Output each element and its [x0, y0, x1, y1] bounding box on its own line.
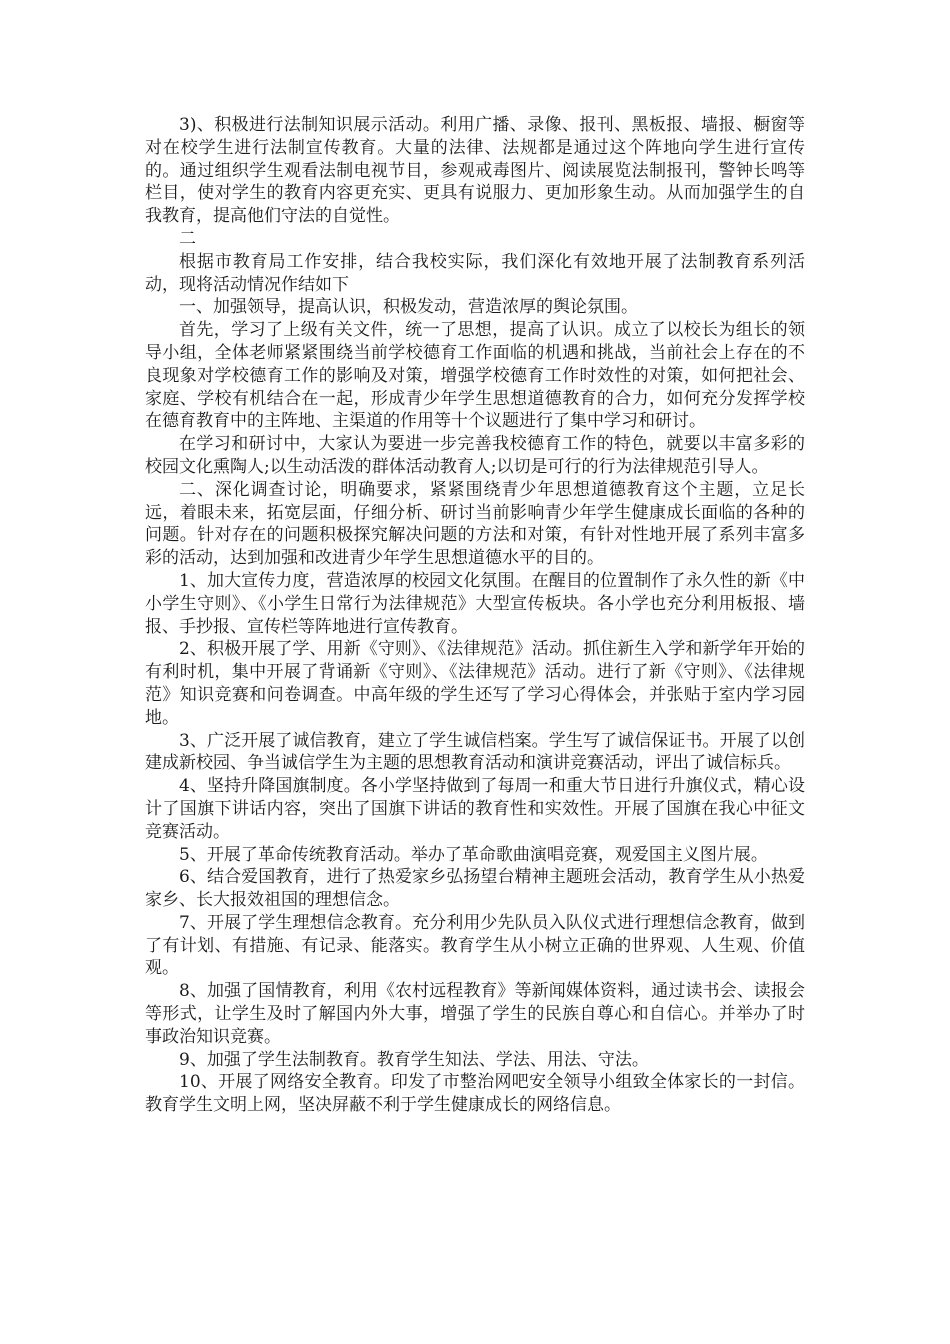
heading-deepen-investigation: 二、深化调查讨论，明确要求，紧紧围绕青少年思想道德教育这个主题，立足长远，着眼未来，拓宽层面，仔细分析、研讨当前影响青少年学生健康成长面临的各种的问题。针对存在的问题积极探究解决问题的方法和对策，有针对性地开展了系列丰富多彩的活动，达到加强和改进青少年学生思想道德水平的目的。: [145, 479, 805, 569]
list-item-4: 4、坚持升降国旗制度。各小学坚持做到了每周一和重大节日进行升旗仪式，精心设计了国旗下讲话内容，突出了国旗下讲话的教育性和实效性。开展了国旗在我心中征文竞赛活动。: [145, 776, 805, 842]
list-item-7: 7、开展了学生理想信念教育。充分利用少先队员入队仪式进行理想信念教育，做到了有计划、有措施、有记录、能落实。教育学生从小树立正确的世界观、人生观、价值观。: [145, 912, 805, 979]
list-item-5: 5、开展了革命传统教育活动。举办了革命歌曲演唱竞赛，观爱国主义图片展。: [179, 844, 768, 865]
list-item-9: 9、加强了学生法制教育。教育学生知法、学法、用法、守法。: [179, 1049, 649, 1070]
list-item-10: 10、开展了网络安全教育。印发了市整治网吧安全领导小组致全体家长的一封信。教育学生文明上网，坚决屏蔽不利于学生健康成长的网络信息。: [145, 1072, 805, 1116]
list-item-1: 1、加大宣传力度，营造浓厚的校园文化氛围。在醒目的位置制作了永久性的新《中小学生守则》、《小学生日常行为法律规范》大型宣传板块。各小学也充分利用板报、墙报、手抄报、宣传栏等阵地进行宣传教育。: [145, 570, 805, 637]
paragraph-study-documents: 首先，学习了上级有关文件，统一了思想，提高了认识。成立了以校长为组长的领导小组，全体老师紧紧围绕当前学校德育工作面临的机遇和挑战，当前社会上存在的不良现象对学校德育工作的影响及对策，增强学校德育工作时效性的对策，如何把社会、家庭、学校有机结合在一起，形成青少年学生思想道德教育的合力，如何充分发挥学校在德育教育中的主阵地、主渠道的作用等十个议题进行了集中学习和研讨。: [145, 320, 805, 432]
list-item-2: 2、积极开展了学、用新《守则》、《法律规范》活动。抓住新生入学和新学年开始的有利时机，集中开展了背诵新《守则》、《法律规范》活动。进行了新《守则》、《法律规范》知识竞赛和问卷调查。中高年级的学生还写了学习心得体会，并张贴于室内学习园地。: [145, 639, 805, 728]
list-item-8: 8、加强了国情教育，利用《农村远程教育》等新闻媒体资料，通过读书会、读报会等形式，让学生及时了解国内外大事，增强了学生的民族自尊心和自信心。并举办了时事政治知识竞赛。: [145, 981, 805, 1047]
paragraph-study-discussion: 在学习和研讨中，大家认为要进一步完善我校德育工作的特色，就要以丰富多彩的校园文化熏陶人;以生动活泼的群体活动教育人;以切是可行的行为法律规范引导人。: [145, 434, 805, 477]
heading-strengthen-leadership: 一、加强领导，提高认识，积极发动，营造浓厚的舆论氛围。: [179, 297, 638, 318]
section-marker: 二: [179, 228, 196, 249]
paragraph-legal-display-activity: 3)、积极进行法制知识展示活动。利用广播、录像、报刊、黑板报、墙报、橱窗等对在校学生进行法制宣传教育。大量的法律、法规都是通过这个阵地向学生进行宣传的。通过组织学生观看法制电视节目，参观戒毒图片、阅读展览法制报刊，警钟长鸣等栏目，使对学生的教育内容更充实、更具有说服力、更加形象生动。从而加强学生的自我教育，提高他们守法的自觉性。: [145, 115, 805, 227]
list-item-6: 6、结合爱国教育，进行了热爱家乡弘扬望台精神主题班会活动，教育学生从小热爱家乡、长大报效祖国的理想信念。: [145, 867, 805, 911]
list-item-3: 3、广泛开展了诚信教育，建立了学生诚信档案。学生写了诚信保证书。开展了以创建成新校园、争当诚信学生为主题的思想教育活动和演讲竞赛活动，评出了诚信标兵。: [145, 730, 805, 774]
document-body: [145, 114, 805, 1117]
paragraph-intro: 根据市教育局工作安排，结合我校实际，我们深化有效地开展了法制教育系列活动，现将活动情况作结如下: [145, 251, 805, 295]
